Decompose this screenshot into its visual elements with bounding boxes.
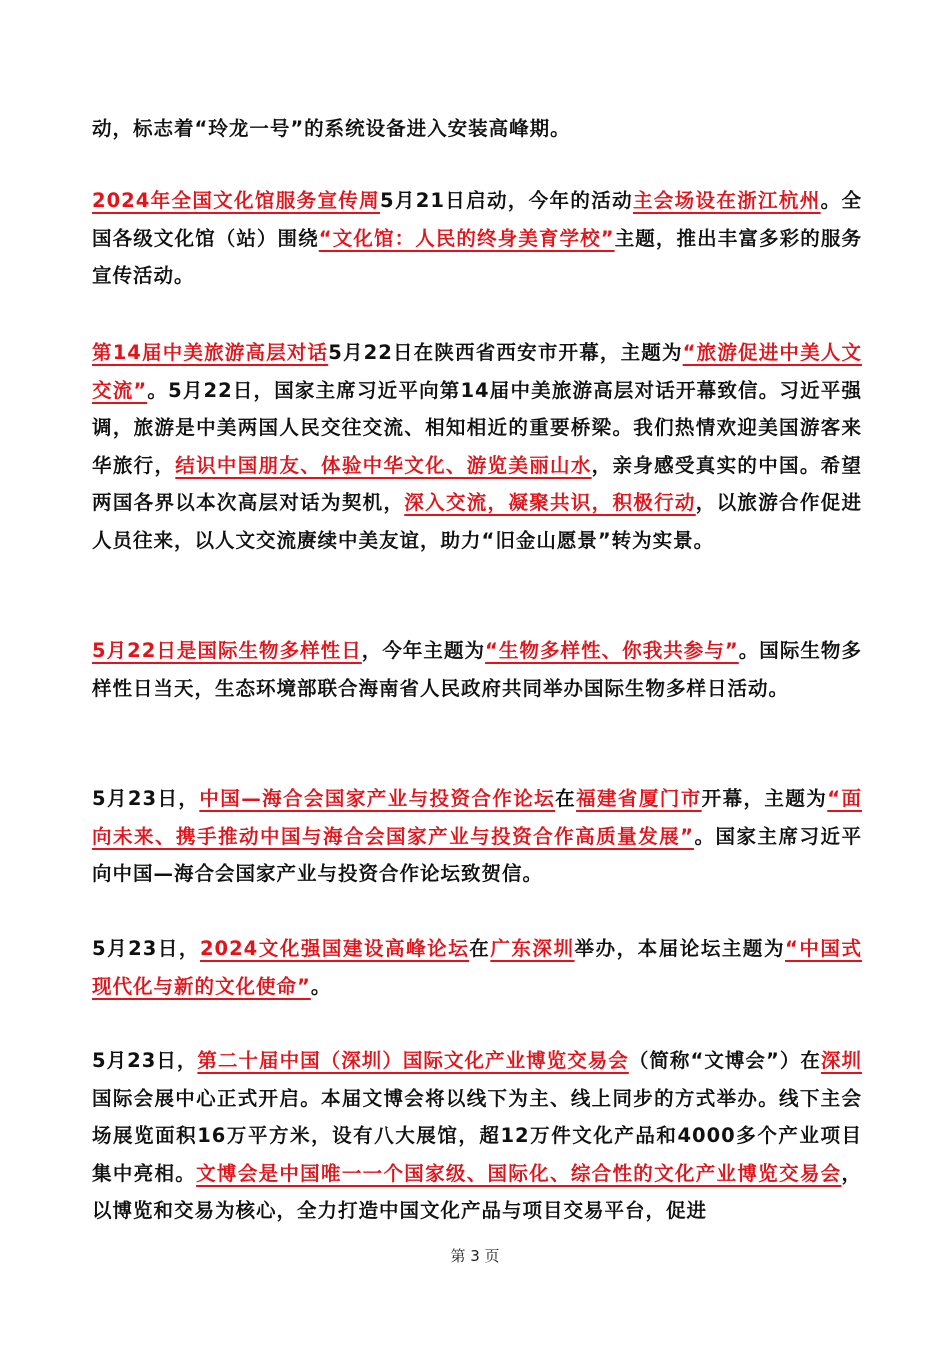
highlighted-phrase: 广东深圳 bbox=[490, 937, 575, 960]
highlighted-phrase: “中国式现代化与新的文化使命” bbox=[92, 937, 862, 998]
highlighted-phrase: “生物多样性、你我共参与” bbox=[485, 639, 739, 662]
text-run: ，以旅游合作促进人员往来，以人文交流赓续中美友谊，助力“旧金山愿景”转为实景。 bbox=[92, 491, 862, 552]
text-run: 主题，推出丰富多彩的服务宣传活动。 bbox=[92, 226, 862, 287]
text-run: 开幕，主题为 bbox=[701, 787, 828, 810]
highlighted-phrase: 主会场设在浙江杭州 bbox=[632, 189, 821, 212]
text-run: 。全国各级文化馆（站）围绕 bbox=[92, 189, 862, 250]
text-run: ，亲身感受真实的中国。希望两国各界以本次高层对话为契机， bbox=[92, 453, 862, 514]
text-run: 5月23日， bbox=[92, 787, 200, 810]
paragraph-biodiversity-day bbox=[92, 632, 862, 707]
highlighted-phrase: “文化馆：人民的终身美育学校” bbox=[318, 226, 615, 250]
text-run: ，以博览和交易为核心，全力打造中国文化产品与项目交易平台，促进 bbox=[92, 1161, 862, 1222]
text-run: 举办，本届论坛主题为 bbox=[574, 937, 786, 960]
highlighted-phrase: 5月22日是国际生物多样性日 bbox=[92, 639, 362, 662]
text-run: 5月22日在陕西省西安市开幕，主题为 bbox=[328, 341, 683, 364]
text-run: 在 bbox=[469, 937, 491, 960]
paragraph-china-gcc-forum bbox=[92, 780, 862, 893]
highlighted-phrase: 福建省厦门市 bbox=[576, 787, 702, 810]
text-run: 动，标志着“玲龙一号”的系统设备进入安装高峰期。 bbox=[92, 117, 571, 140]
highlighted-phrase: 第二十届中国（深圳）国际文化产业博览交易会 bbox=[197, 1049, 629, 1072]
paragraph-us-china-tourism-dialogue bbox=[92, 334, 862, 559]
paragraph-cultural-power-forum bbox=[92, 930, 862, 1005]
text-run: 5月23日， bbox=[92, 1049, 198, 1072]
highlighted-phrase: 文博会是中国唯一一个国家级、国际化、综合性的文化产业博览交易会 bbox=[196, 1161, 842, 1185]
highlighted-phrase: 结识中国朋友、体验中华文化、游览美丽山水 bbox=[175, 453, 592, 477]
text-run: 国际会展中心正式开启。本届文博会将以线下为主、线上同步的方式举办。线下主会场展览面积16万平方米，设有八大展馆，超12万件文化产品和4000多个产业项目集中亮相。 bbox=[92, 1086, 862, 1185]
highlighted-phrase: 2024文化强国建设高峰论坛 bbox=[199, 937, 470, 960]
paragraph-culture-center-week bbox=[92, 182, 862, 295]
text-run: 5月23日， bbox=[92, 937, 200, 960]
highlighted-phrase: 深入交流，凝聚共识，积极行动 bbox=[404, 491, 696, 514]
text-run: （简称“文博会”）在 bbox=[628, 1049, 821, 1072]
paragraph-cicaf-expo bbox=[92, 1042, 862, 1230]
text-run: ，今年主题为 bbox=[361, 639, 486, 662]
text-run: 在 bbox=[555, 787, 577, 810]
highlighted-phrase: “旅游促进中美人文交流” bbox=[92, 341, 862, 402]
highlighted-phrase: 中国—海合会国家产业与投资合作论坛 bbox=[199, 787, 556, 810]
text-run: 。国家主席习近平向中国—海合会国家产业与投资合作论坛致贺信。 bbox=[92, 824, 862, 885]
text-run: 。 bbox=[310, 974, 332, 998]
text-run: 。国际生物多样性日当天，生态环境部联合海南省人民政府共同举办国际生物多样日活动。 bbox=[92, 639, 862, 700]
text-run: 5月21日启动，今年的活动 bbox=[380, 189, 633, 212]
highlighted-phrase: “面向未来、携手推动中国与海合会国家产业与投资合作高质量发展” bbox=[92, 787, 862, 848]
highlighted-phrase: 第14届中美旅游高层对话 bbox=[92, 341, 329, 364]
highlighted-phrase: 深圳 bbox=[820, 1049, 862, 1072]
paragraph-linglong-continuation bbox=[92, 110, 862, 148]
page-number: 第 3 页 bbox=[450, 1247, 500, 1265]
highlighted-phrase: 2024年全国文化馆服务宣传周 bbox=[92, 189, 380, 212]
text-run: 。5月22日，国家主席习近平向第14届中美旅游高层对话开幕致信。习近平强调，旅游是中美两国人民交往交流、相知相近的重要桥梁。我们热情欢迎美国游客来华旅行， bbox=[92, 378, 862, 477]
